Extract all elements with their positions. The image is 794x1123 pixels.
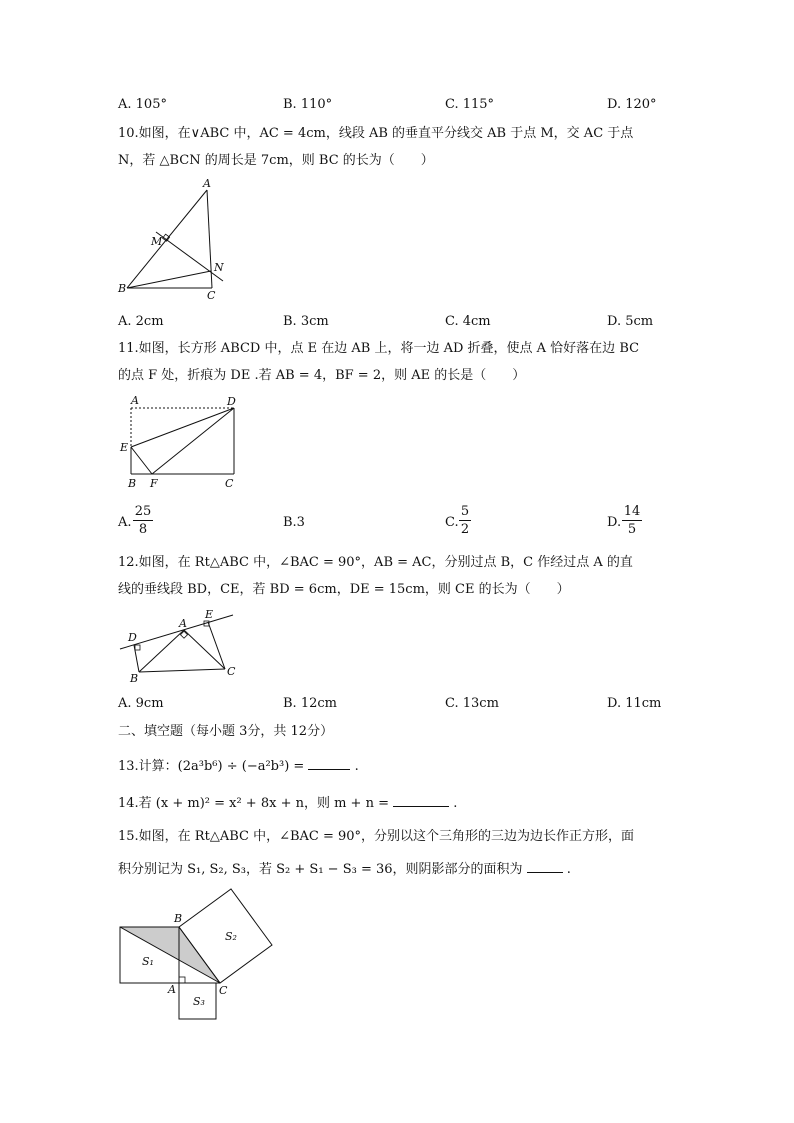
q11-label-a: A [131, 394, 139, 407]
q12-label-c: C [227, 665, 236, 678]
q11-label-c: C [225, 477, 234, 490]
q13-end: . [354, 759, 359, 774]
q12-text-line1: 12.如图，在 Rt△ABC 中，∠BAC = 90°，AB = AC，分别过点 B，C 作经过点 A 的直 [118, 555, 633, 570]
q10-figure [115, 175, 235, 300]
q12-label-d: D [128, 631, 137, 644]
q11-label-f: F [150, 477, 158, 490]
q10-label-n: N [214, 261, 224, 274]
q14-text [118, 794, 457, 812]
q13-text [118, 757, 359, 775]
q10-option-c: C. 4cm [445, 314, 491, 329]
q14-end: . [453, 796, 458, 811]
q10-label-a: A [203, 177, 211, 190]
q12-label-b: B [130, 672, 139, 685]
q15-text-line1: 15.如图，在 Rt△ABC 中，∠BAC = 90°，分别以这个三角形的三边为边长作正方形，面 [118, 829, 635, 844]
q15-label-s3: S₃ [193, 995, 205, 1008]
q11-option-d-fraction [622, 504, 642, 537]
q15-question-line2: 积分别记为 S₁, S₂, S₃，若 S₂ + S₁ − S₃ = 36，则阴影部分的面积为 [118, 862, 523, 877]
q15-figure [112, 905, 282, 1025]
q15-label-b: B [174, 912, 183, 925]
q13-question: 13.计算：(2a³b⁶) ÷ (−a²b³) = [118, 759, 305, 774]
q11-option-c-fraction [459, 504, 471, 537]
q15-label-c: C [219, 984, 228, 997]
q10-label-b: B [118, 282, 127, 295]
q12-label-a: A [179, 617, 187, 630]
q9-option-c: C. 115° [445, 97, 495, 112]
q9-option-b: B. 110° [283, 97, 333, 112]
q10-option-b: B. 3cm [283, 314, 329, 329]
q13-answer-blank[interactable] [308, 757, 350, 770]
q10-label-c: C [207, 289, 216, 302]
q12-option-d: D. 11cm [607, 696, 662, 711]
q14-answer-blank[interactable] [393, 794, 449, 807]
q10-option-a: A. 2cm [118, 314, 164, 329]
q12-option-a: A. 9cm [118, 696, 164, 711]
q9-option-a: A. 105° [118, 97, 167, 112]
q10-text-line1: 10.如图，在∨ABC 中，AC = 4cm，线段 AB 的垂直平分线交 AB 于点 M，交 AC 于点 [118, 126, 634, 141]
q14-question: 14.若 (x + m)² = x² + 8x + n，则 m + n = [118, 796, 389, 811]
q15-label-s2: S₂ [225, 930, 237, 943]
q9-option-d: D. 120° [607, 97, 657, 112]
q11-label-b: B [128, 477, 137, 490]
q11-option-a-fraction [133, 504, 153, 537]
q11-label-d: D [227, 395, 236, 408]
q15-label-a: A [168, 983, 176, 996]
q15-text-line2 [118, 860, 571, 878]
q11-option-a-denominator: 8 [138, 522, 148, 537]
q15-answer-blank[interactable] [527, 860, 563, 873]
q11-option-b: B.3 [283, 515, 305, 530]
q11-option-c-prefix: C. [445, 515, 459, 530]
q11-option-c-denominator: 2 [460, 522, 470, 537]
q11-option-d-denominator: 5 [627, 522, 637, 537]
section-2-heading: 二、填空题（每小题 3分，共 12分） [118, 724, 334, 739]
q15-label-s1: S₁ [142, 955, 154, 968]
q10-text-line2: N，若 △BCN 的周长是 7cm，则 BC 的长为（ ） [118, 153, 434, 168]
q11-text-line2: 的点 F 处，折痕为 DE .若 AB = 4，BF = 2，则 AE 的长是（ ） [118, 368, 526, 383]
q12-figure [115, 605, 245, 685]
q15-end: . [566, 862, 571, 877]
q10-option-d: D. 5cm [607, 314, 654, 329]
q11-label-e: E [120, 441, 129, 454]
q10-label-m: M [151, 235, 163, 248]
q11-text-line1: 11.如图，长方形 ABCD 中，点 E 在边 AB 上，将一边 AD 折叠，使点 A 恰好落在边 BC [118, 341, 640, 356]
q12-text-line2: 线的垂线段 BD，CE，若 BD = 6cm，DE = 15cm，则 CE 的长为（ ） [118, 582, 570, 597]
q11-option-a-prefix: A. [118, 515, 132, 530]
q12-option-c: C. 13cm [445, 696, 499, 711]
q11-option-c-numerator: 5 [460, 504, 470, 519]
q11-option-a-numerator: 25 [134, 504, 152, 519]
q11-option-d-prefix: D. [607, 515, 622, 530]
q11-option-d-numerator: 14 [623, 504, 641, 519]
q12-option-b: B. 12cm [283, 696, 337, 711]
q12-label-e: E [205, 608, 214, 621]
q11-figure [115, 392, 245, 492]
